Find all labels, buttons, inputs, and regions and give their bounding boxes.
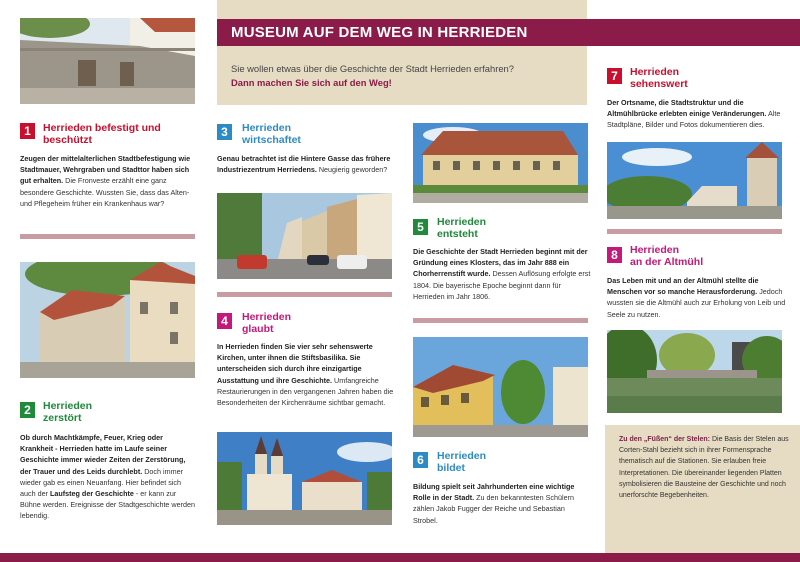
station-number-8: 8 bbox=[607, 247, 622, 263]
photo-rathaus bbox=[413, 123, 588, 203]
station-1-title-line2: beschützt bbox=[43, 134, 93, 146]
divider bbox=[20, 234, 195, 239]
station-5-title-line1: Herrieden bbox=[437, 216, 487, 228]
station-7-text: Der Ortsname, die Stadtstruktur und die Altmühlbrücke erlebten einige Veränderungen. Alte Stadtpläne, Bilder und Fotos dokumentieren dies. bbox=[607, 98, 781, 130]
station-number-1: 1 bbox=[20, 123, 35, 139]
photo-stiftsbasilika bbox=[217, 432, 392, 525]
photo-fronveste bbox=[20, 262, 195, 378]
station-3-title-line2: wirtschaftet bbox=[242, 134, 301, 146]
station-number-5: 5 bbox=[413, 219, 428, 235]
divider bbox=[217, 292, 392, 297]
station-7-title-line1: Herrieden bbox=[630, 66, 680, 78]
photo-town-gate bbox=[607, 142, 782, 219]
station-number-3: 3 bbox=[217, 124, 232, 140]
station-5-title-line2: entsteht bbox=[437, 228, 478, 240]
photo-city-wall bbox=[20, 18, 195, 104]
header-beige-panel bbox=[217, 0, 587, 105]
station-4-title-line2: glaubt bbox=[242, 323, 274, 335]
station-1-text: Zeugen der mittelalterlichen Stadtbefestigung wie Stadtmauer, Wehrgraben und Stadttor haben sich gut erhalten. Die Fronveste erzählt eine ganz besondere Geschichte. Wussten Sie, dass das Alten- und Pflegeheim früher ein Krankenhaus war? bbox=[20, 154, 191, 208]
station-6-title-line2: bildet bbox=[437, 462, 465, 474]
footer-box-text: Zu den „Füßen“ der Stelen: Die Basis der Stelen aus Corten-Stahl bezieht sich in ihrer Formensprache thematisch auf die Stationen. Sie erlauben freie Interpretationen. Die übereinander liegenden Platten symbolisieren die Bausteine der Geschichte und noch unerforschte Begebenheiten. bbox=[619, 436, 789, 500]
intro-question: Sie wollen etwas über die Geschichte der Stadt Herrieden erfahren? bbox=[231, 63, 514, 74]
station-3-title-line1: Herrieden bbox=[242, 122, 292, 134]
station-2-title-line2: zerstört bbox=[43, 412, 82, 424]
station-2-title-line1: Herrieden bbox=[43, 400, 93, 412]
station-1-title-line1: Herrieden befestigt und bbox=[43, 122, 161, 134]
station-7-title-line2: sehenswert bbox=[630, 78, 688, 90]
station-8-title-line1: Herrieden bbox=[630, 244, 680, 256]
laufsteg-link: Laufsteg der Geschichte bbox=[49, 489, 134, 499]
station-4-text: In Herrieden finden Sie vier sehr sehenswerte Kirchen, unter ihnen die Stiftsbasilika. Sie unterscheiden sich durch ihre einzigartige Ausstattung und ihre Geschichte. Umfangreiche Restaurierungen in den vergangenen Jahren haben die Besonderheiten der Kirchenräume sichtbar gemacht. bbox=[217, 342, 394, 408]
station-4-title-line1: Herrieden bbox=[242, 311, 292, 323]
station-3-text: Genau betrachtet ist die Hintere Gasse das frühere Industriezentrum Herriedens. Neugierig geworden? bbox=[217, 154, 391, 175]
station-6-text: Bildung spielt seit Jahrhunderten eine wichtige Rolle in der Stadt. Zu den bekanntesten Schülern zählen Jakob Fugger der Reiche und Sebastian Strobel. bbox=[413, 482, 575, 525]
divider bbox=[413, 318, 588, 323]
station-number-2: 2 bbox=[20, 402, 35, 418]
page-title: MUSEUM AUF DEM WEG IN HERRIEDEN bbox=[231, 24, 528, 41]
photo-hintere-gasse bbox=[217, 193, 392, 279]
station-8-title-line2: an der Altmühl bbox=[630, 256, 704, 268]
divider bbox=[607, 229, 782, 234]
bottom-band bbox=[0, 553, 800, 562]
station-8-text: Das Leben mit und an der Altmühl stellte die Menschen vor so manche Herausforderung. Jedoch wussten sie die Altmühl auch zur Erholung von Leib und Seele zu nutzen. bbox=[607, 276, 786, 319]
photo-altmuehl bbox=[607, 330, 782, 413]
station-6-title-line1: Herrieden bbox=[437, 450, 487, 462]
photo-school bbox=[413, 337, 588, 437]
intro-cta: Dann machen Sie sich auf den Weg! bbox=[231, 77, 392, 88]
station-2-text: Ob durch Machtkämpfe, Feuer, Krieg oder Krankheit - Herrieden hatte im Laufe seiner Geschichte immer wieder Zeiten der Zerstörung, der Trauer und des Leids durchlebt. Doch immer wieder gab es einen Neuanfang. Hier befindet sich auch der Laufsteg der Geschichte - er kann zur Bühne werden. Ereignisse der Stadtgeschichte werden lebendig. bbox=[20, 433, 196, 521]
station-5-text: Die Geschichte der Stadt Herrieden beginnt mit der Gründung eines Klosters, das im Jahr 888 ein Chorherrenstift wurde. Dessen Auflösung erfolgte erst 1804. Die bayerische Epoche beginnt dann für Herrieden im Jahr 1806. bbox=[413, 247, 591, 301]
station-number-6: 6 bbox=[413, 452, 428, 468]
station-number-7: 7 bbox=[607, 68, 622, 84]
station-number-4: 4 bbox=[217, 313, 232, 329]
